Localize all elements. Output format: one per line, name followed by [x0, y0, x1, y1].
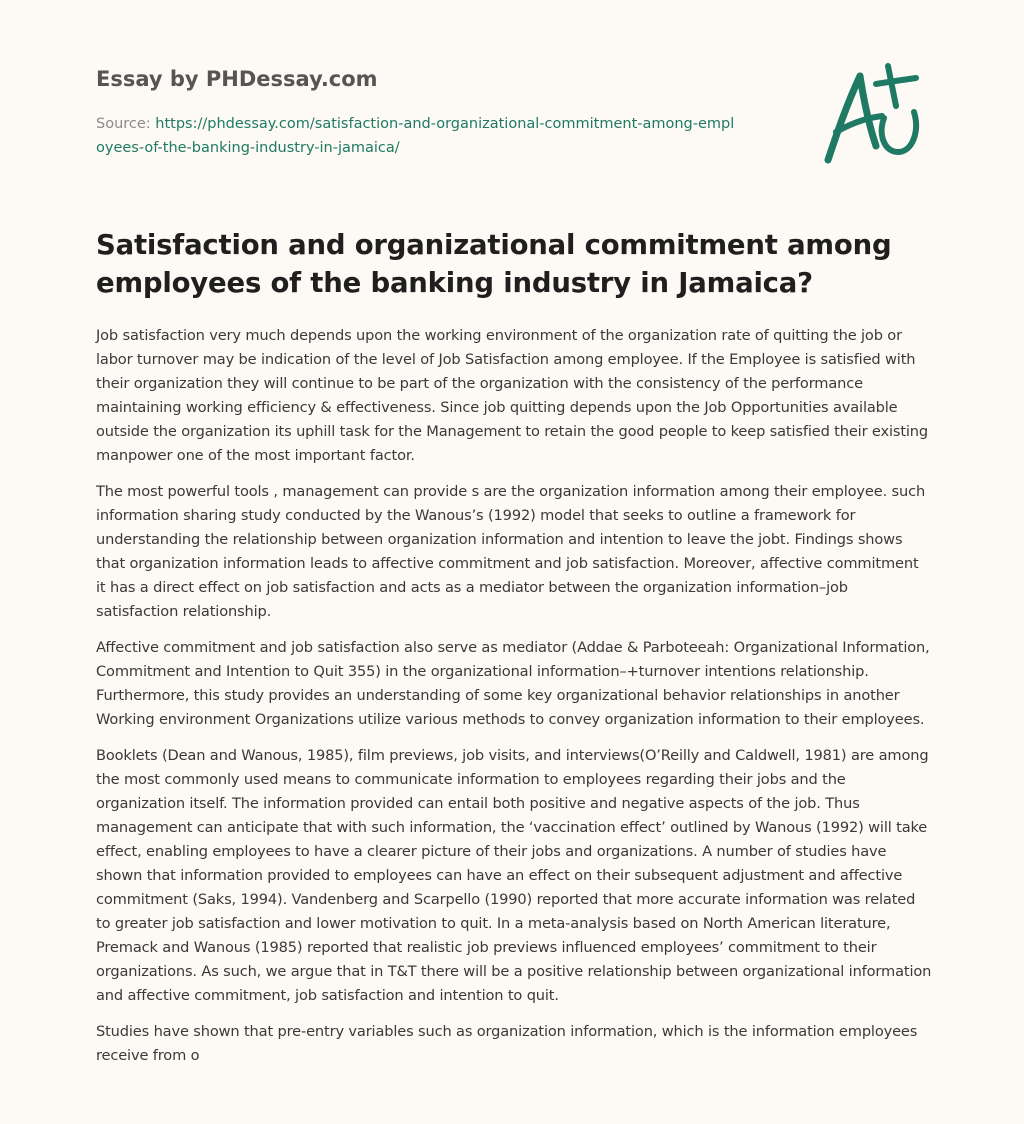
essay-title: Satisfaction and organizational commitment among employees of the banking industry in Jamaica?	[96, 229, 892, 299]
source-line	[96, 112, 736, 160]
essay-paragraph: Booklets (Dean and Wanous, 1985), film previews, job visits, and interviews(O’Reilly and Caldwell, 1981) are among the most commonly used means to communicate information to employees regarding their jobs and the organization itself. The information provided can entail both positive and negative aspects of the job. Thus management can anticipate that with such information, the ‘vaccination effect’ outlined by Wanous (1992) will take effect, enabling employees to have a clearer picture of their jobs and organizations. A number of studies have shown that information provided to employees can have an effect on their subsequent adjustment and affective commitment (Saks, 1994). Vandenberg and Scarpello (1990) reported that more accurate information was related to greater job satisfaction and lower motivation to quit. In a meta-analysis based on North American literature, Premack and Wanous (1985) reported that realistic job previews influenced employees’ commitment to their organizations. As such, we argue that in T&T there will be a positive relationship between organizational information and affective commitment, job satisfaction and intention to quit.	[96, 747, 932, 1004]
essay-body	[96, 324, 932, 1080]
essay-paragraph: Studies have shown that pre-entry variables such as organization information, which is the information employees receive from o	[96, 1023, 918, 1064]
essay-paragraph: The most powerful tools , management can provide s are the organization information among their employee. such information sharing study conducted by the Wanous’s (1992) model that seeks to outline a framework for understanding the relationship between organization information and intention to leave the jobt. Findings shows that organization information leads to affective commitment and job satisfaction. Moreover, affective commitment it has a direct effect on job satisfaction and acts as a mediator between the organization information–job satisfaction relationship.	[96, 483, 926, 620]
site-brand: Essay by PHDessay.com	[96, 67, 378, 91]
essay-paragraph: Affective commitment and job satisfaction also serve as mediator (Addae & Parboteeah: Organizational Information, Commitment and Intention to Quit 355) in the organizational information–+turnover intentions relationship. Furthermore, this study provides an understanding of some key organizational behavior relationships in another Working environment Organizations utilize various methods to convey organization information to their employees.	[96, 639, 930, 728]
a-plus-logo-icon	[822, 62, 926, 166]
source-label: Source:	[96, 116, 151, 132]
essay-paragraph: Job satisfaction very much depends upon the working environment of the organization rate of quitting the job or labor turnover may be indication of the level of Job Satisfaction among employee. If the Employee is satisfied with their organization they will continue to be part of the organization with the consistency of the performance maintaining working efficiency & effectiveness. Since job quitting depends upon the Job Opportunities available outside the organization its uphill task for the Management to retain the good people to keep satisfied their existing manpower one of the most important factor.	[96, 327, 929, 464]
source-link[interactable]: https://phdessay.com/satisfaction-and-organizational-commitment-among-employees-of-the-banking-industry-in-jamaica/	[96, 116, 735, 156]
